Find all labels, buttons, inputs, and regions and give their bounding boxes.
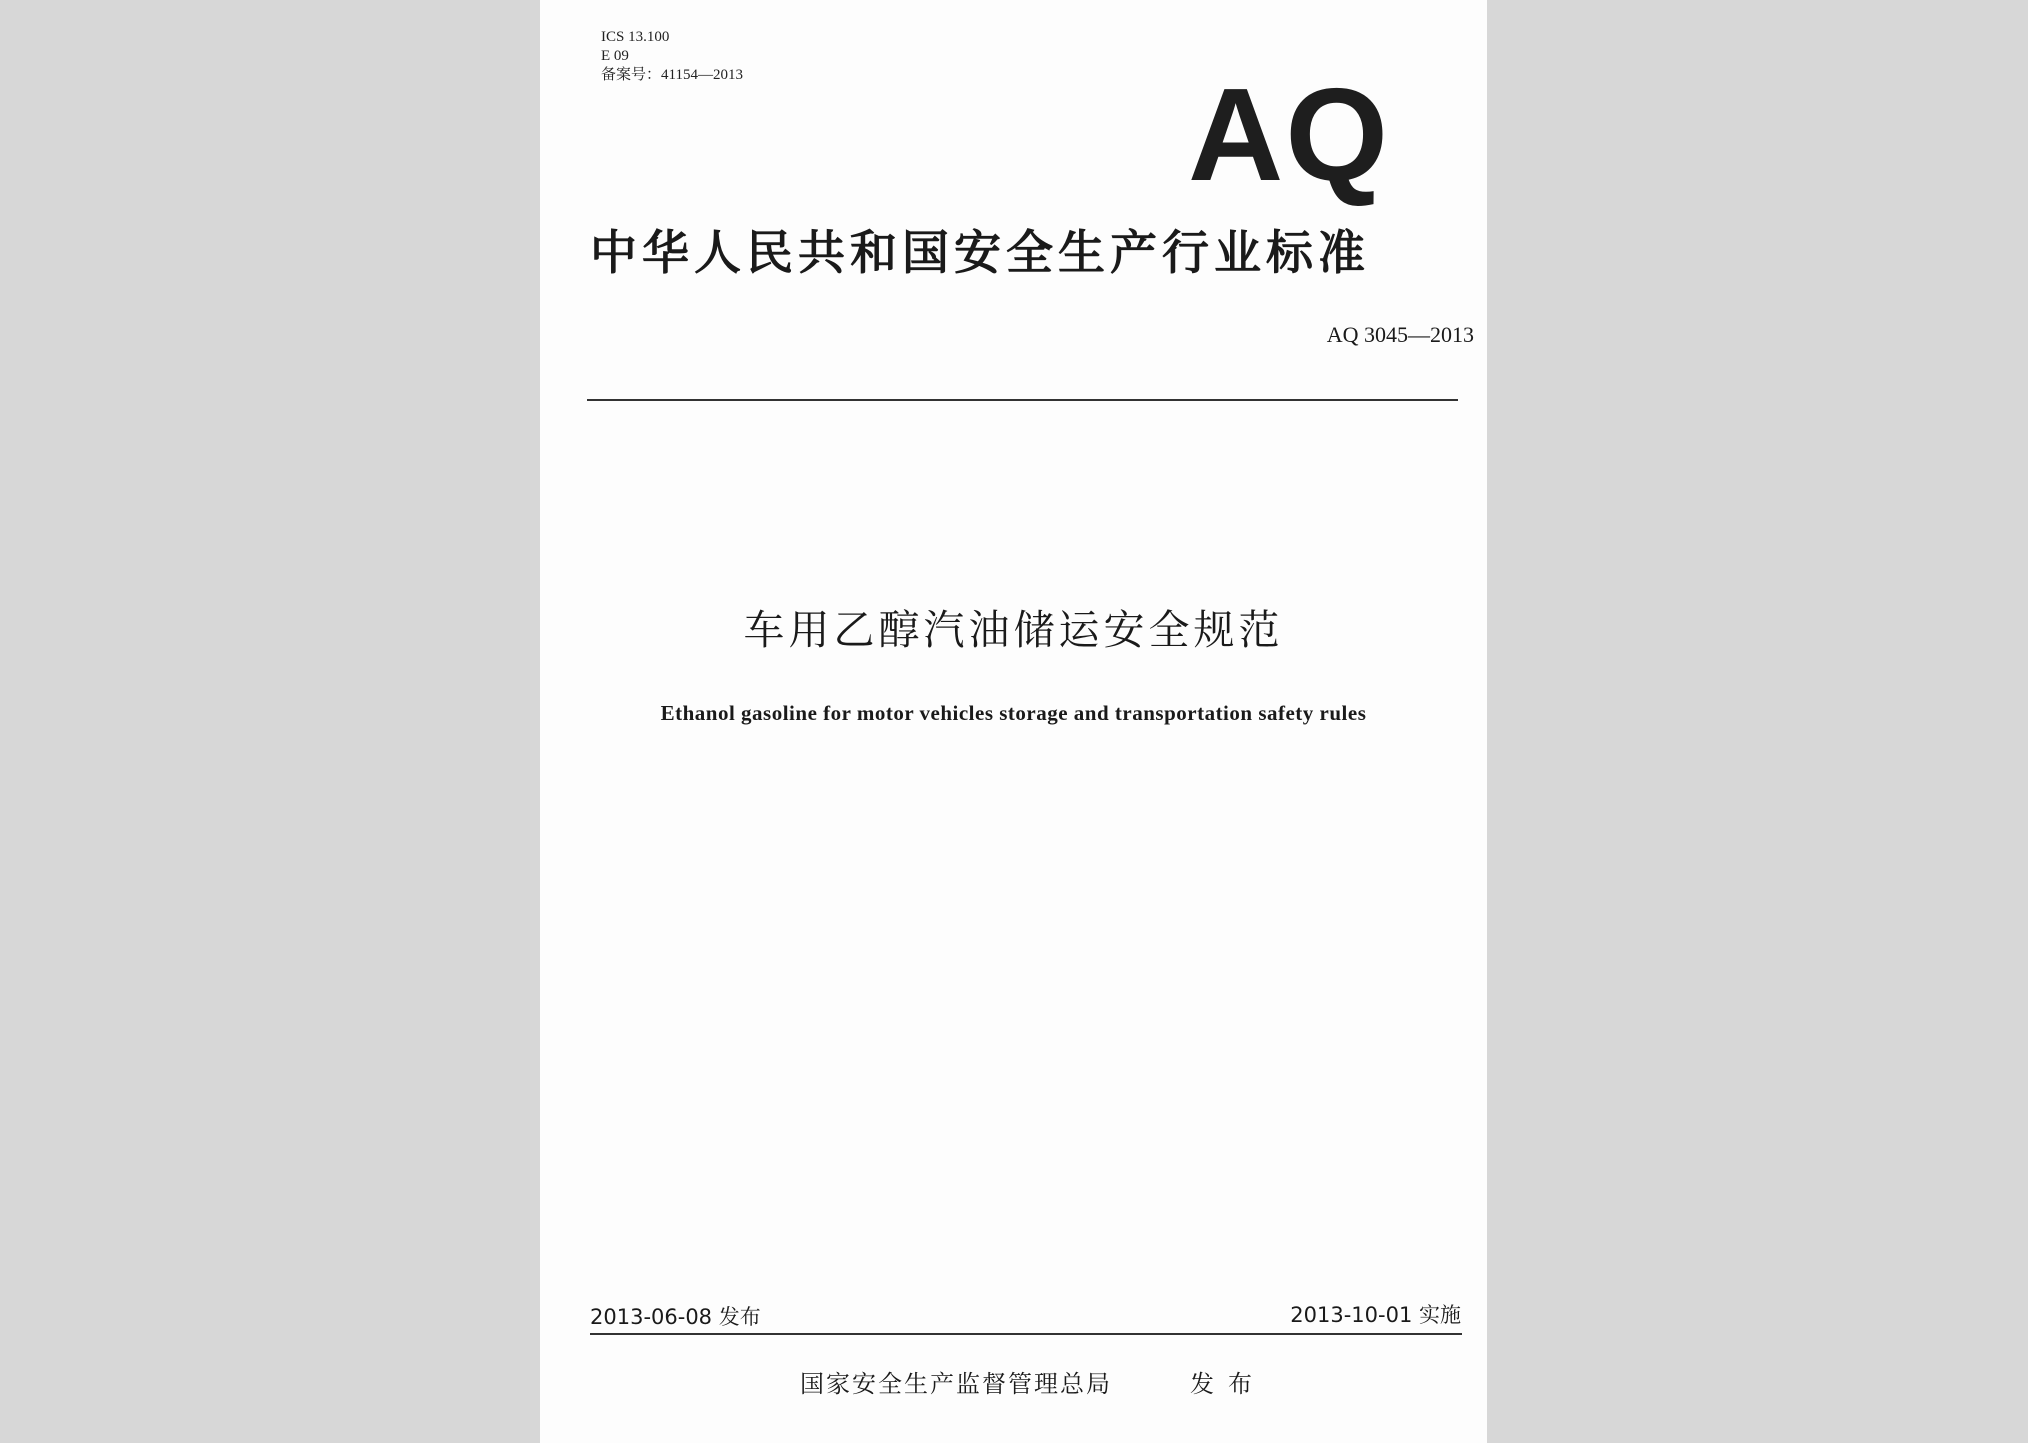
top-divider: [587, 399, 1458, 401]
issue-date: 2013-06-08 发布: [590, 1305, 761, 1329]
effective-date: 2013-10-01 实施: [1290, 1303, 1461, 1327]
publisher-label: 发布: [1190, 1370, 1266, 1398]
publisher-name: 国家安全生产监督管理总局: [800, 1370, 1112, 1398]
standard-title: 中华人民共和国安全生产行业标准: [590, 226, 1370, 281]
standard-code: AQ 3045—2013: [1326, 322, 1474, 347]
document-cover: [540, 0, 1487, 1443]
document-title-cn: 车用乙醇汽油储运安全规范: [743, 606, 1284, 654]
document-title-en: Ethanol gasoline for motor vehicles storage and transportation safety rules: [660, 701, 1367, 725]
filing-number: 备案号：41154—2013: [601, 67, 743, 83]
ics-code: ICS 13.100: [601, 29, 670, 45]
bottom-divider: [590, 1333, 1462, 1335]
classification-code: E 09: [601, 48, 629, 64]
aq-logo: AQ: [1188, 61, 1390, 208]
header-metadata: [601, 28, 743, 85]
